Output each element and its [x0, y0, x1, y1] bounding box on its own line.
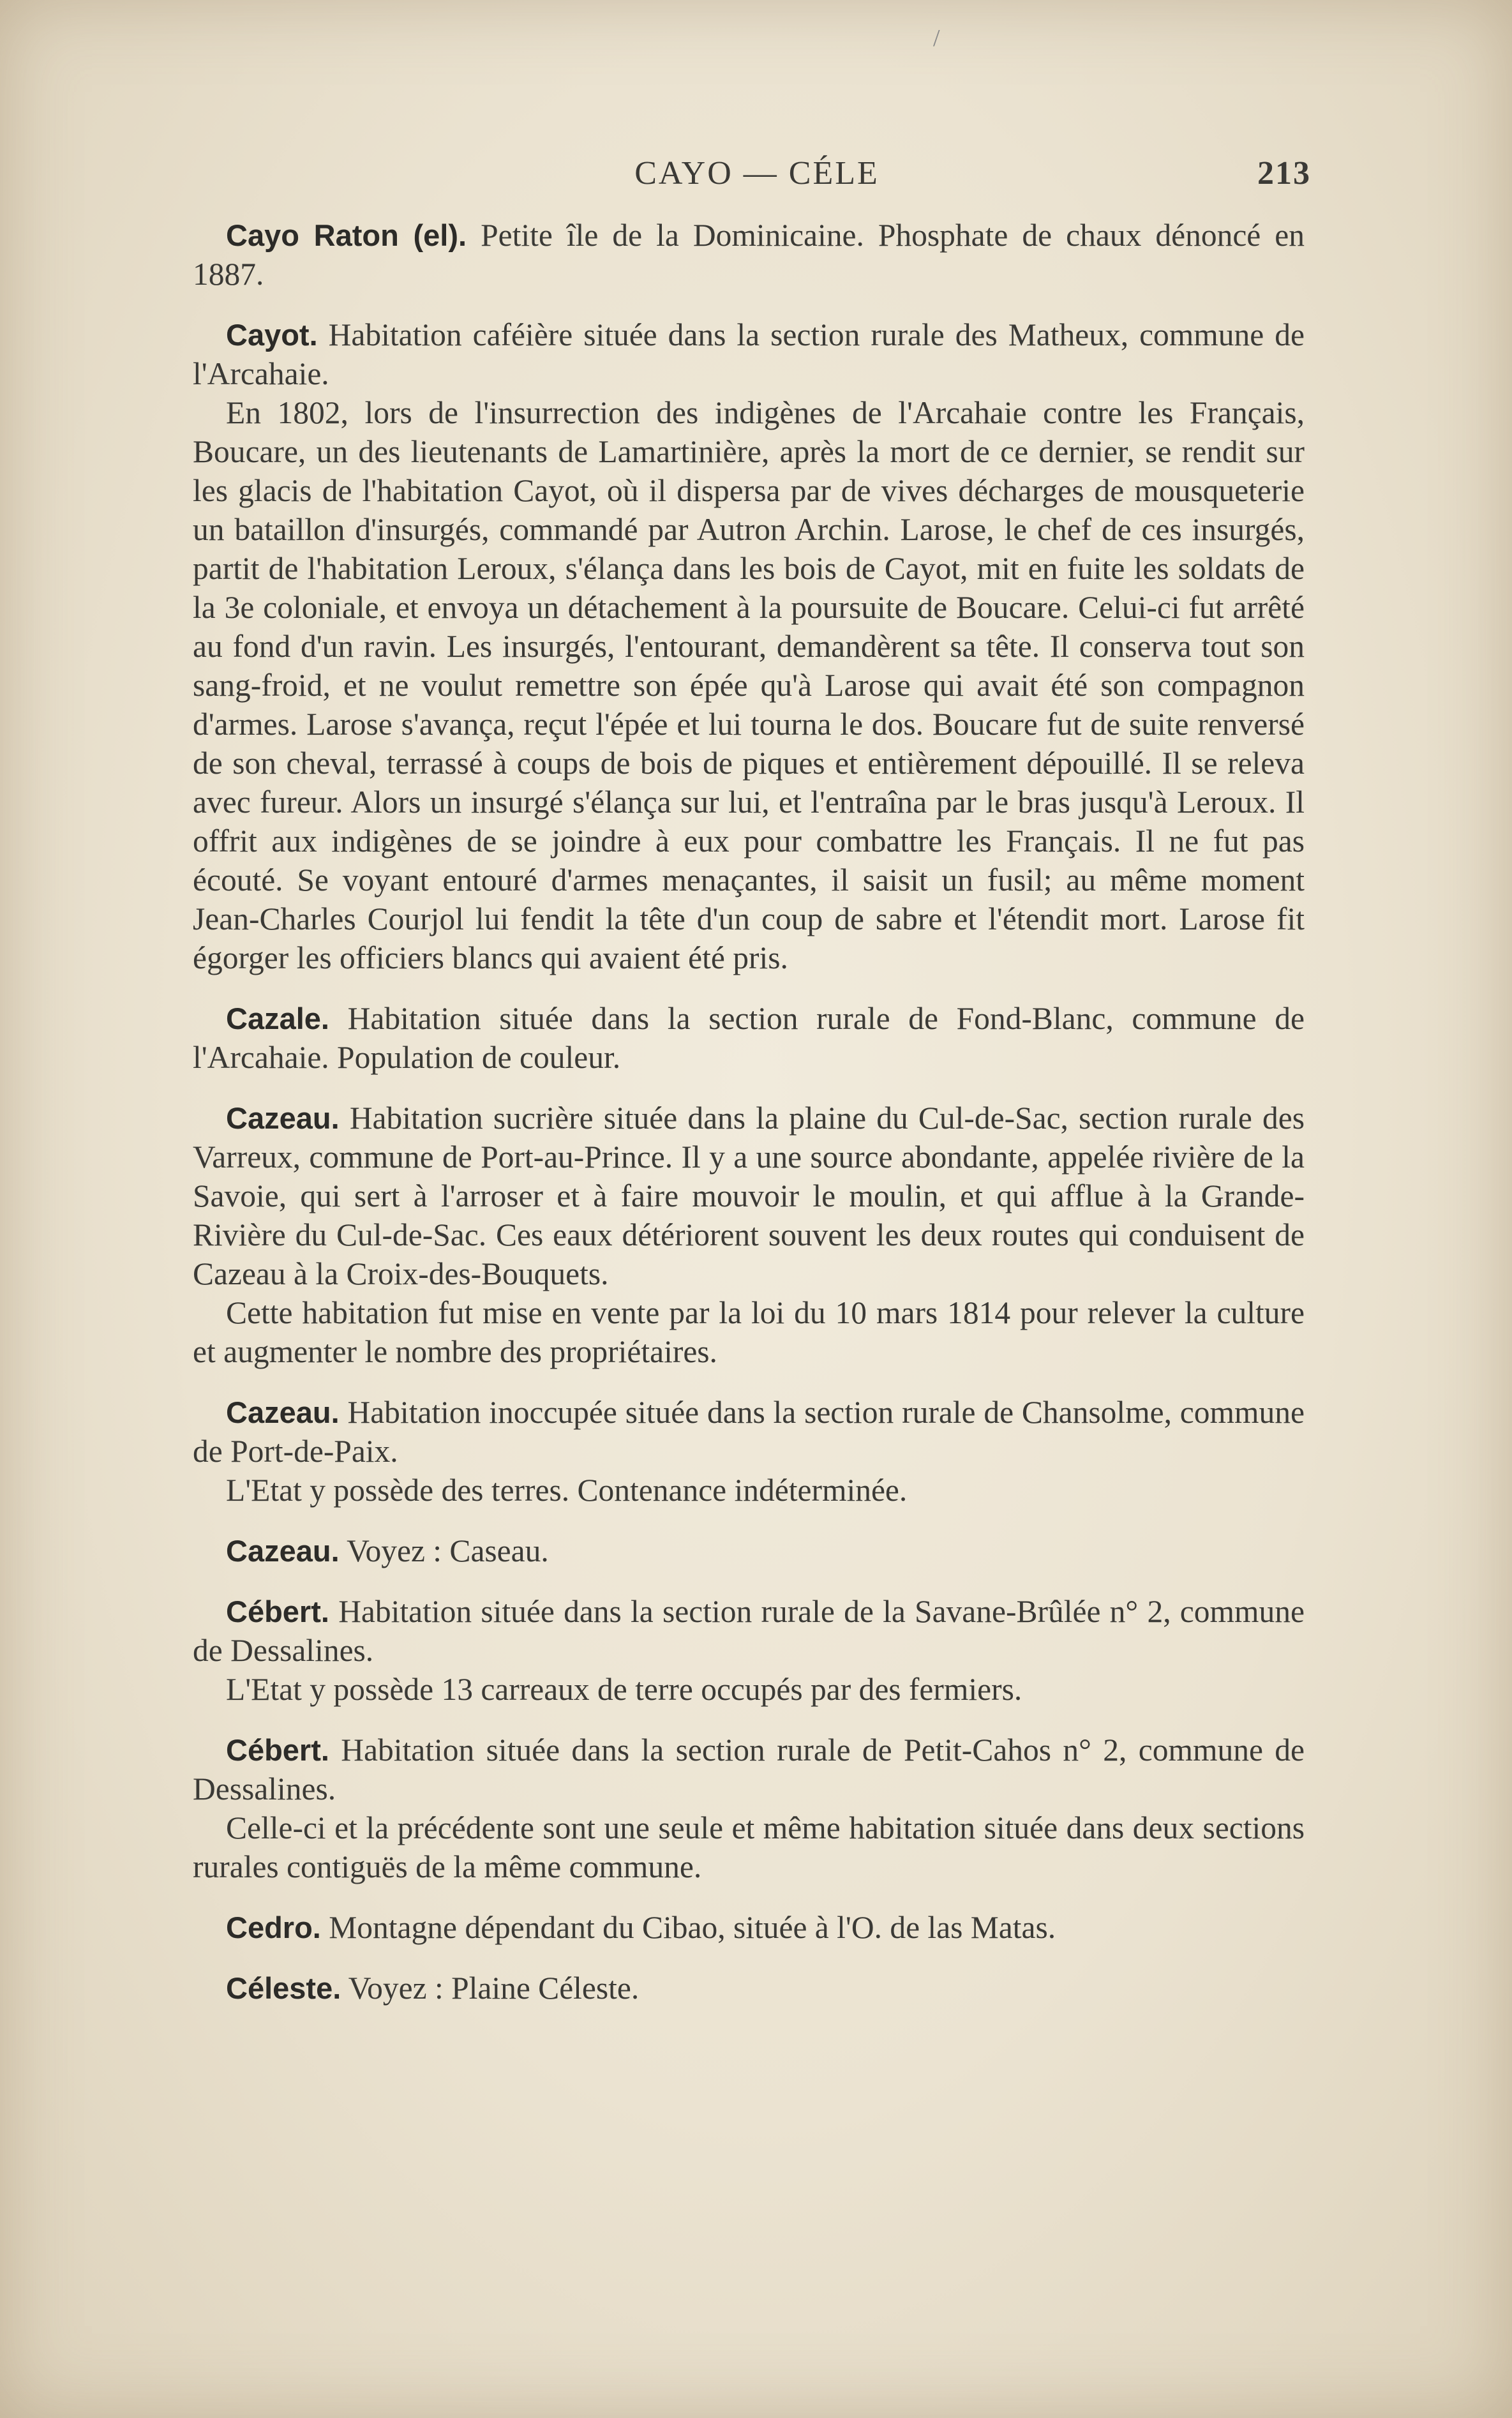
dictionary-entry	[193, 216, 1305, 294]
entry-paragraph	[193, 1471, 1305, 1510]
entry-text: Montagne dépendant du Cibao, située à l'O. de las Matas.	[329, 1910, 1056, 1945]
entry-first-paragraph	[193, 1908, 1305, 1947]
dictionary-entries	[193, 216, 1305, 2029]
entry-headword: Cayo Raton (el).	[226, 218, 467, 252]
dictionary-entry	[193, 999, 1305, 1077]
entry-first-paragraph	[193, 216, 1305, 294]
dictionary-entry	[193, 1099, 1305, 1371]
running-header	[203, 154, 1311, 199]
entry-headword: Cazeau.	[226, 1534, 340, 1568]
entry-text: Habitation située dans la section rurale de Petit-Cahos n° 2, commune de Dessalines.	[193, 1732, 1305, 1806]
entry-first-paragraph	[193, 1969, 1305, 2008]
dictionary-entry	[193, 1592, 1305, 1709]
entry-paragraph	[193, 1808, 1305, 1886]
entry-headword: Cazale.	[226, 1002, 329, 1035]
entry-text: Petite île de la Dominicaine. Phosphate de chaux dénoncé en 1887.	[193, 218, 1305, 292]
dictionary-entry	[193, 315, 1305, 977]
page-number: 213	[1257, 155, 1311, 191]
entry-text: Habitation caféière située dans la section rurale des Matheux, commune de l'Arcahaie.	[193, 317, 1305, 391]
entry-first-paragraph	[193, 1531, 1305, 1570]
entry-paragraph	[193, 1670, 1305, 1709]
entry-text: Habitation sucrière située dans la plaine du Cul-de-Sac, section rurale des Varreux, commune de Port-au-Prince. Il y a une source abondante, appelée rivière de la Savoie, qui sert à l'arroser et à faire mouvoir le moulin, et qui afflue à la Grande-Rivière du Cul-de-Sac. Ces eaux détériorent souvent les deux routes qui conduisent de Cazeau à la Croix-des-Bouquets.	[193, 1100, 1305, 1291]
header-title: CAYO — CÉLE	[634, 155, 880, 191]
entry-headword: Cébert.	[226, 1595, 329, 1628]
entry-headword: Céleste.	[226, 1971, 341, 2005]
entry-headword: Cazeau.	[226, 1101, 340, 1135]
entry-first-paragraph	[193, 1099, 1305, 1293]
entry-text: Habitation située dans la section rurale de la Savane-Brûlée n° 2, commune de Dessalines.	[193, 1594, 1305, 1668]
entry-text: Cette habitation fut mise en vente par la loi du 10 mars 1814 pour relever la culture et augmenter le nombre des propriétaires.	[193, 1295, 1305, 1369]
entry-text: L'Etat y possède 13 carreaux de terre occupés par des fermiers.	[226, 1672, 1022, 1707]
entry-first-paragraph	[193, 1731, 1305, 1808]
entry-text: Celle-ci et la précédente sont une seule et même habitation située dans deux sections rurales contiguës de la même commune.	[193, 1810, 1305, 1884]
stray-mark: /	[933, 25, 940, 52]
entry-headword: Cayot.	[226, 318, 318, 352]
entry-first-paragraph	[193, 1592, 1305, 1670]
entry-paragraph	[193, 1293, 1305, 1371]
entry-first-paragraph	[193, 999, 1305, 1077]
dictionary-entry	[193, 1731, 1305, 1886]
entry-headword: Cedro.	[226, 1911, 321, 1944]
entry-text: Habitation inoccupée située dans la section rurale de Chansolme, commune de Port-de-Paix.	[193, 1395, 1305, 1469]
entry-text: Habitation située dans la section rurale de Fond-Blanc, commune de l'Arcahaie. Population de couleur.	[193, 1001, 1305, 1075]
dictionary-entry	[193, 1531, 1305, 1570]
dictionary-entry	[193, 1969, 1305, 2008]
entry-text: L'Etat y possède des terres. Contenance indéterminée.	[226, 1473, 908, 1508]
entry-first-paragraph	[193, 1393, 1305, 1471]
dictionary-entry	[193, 1908, 1305, 1947]
entry-text: Voyez : Caseau.	[347, 1533, 549, 1568]
dictionary-entry	[193, 1393, 1305, 1510]
entry-text: En 1802, lors de l'insurrection des indigènes de l'Arcahaie contre les Français, Boucare, un des lieutenants de Lamartinière, après la mort de ce dernier, se rendit sur les glacis de l'habitation Cayot, où il dispersa par de vives décharges de mousqueterie un bataillon d'insurgés, commandé par Autron Archin. Larose, le chef de ces insurgés, partit de l'habitation Leroux, s'élança dans les bois de Cayot, mit en fuite les soldats de la 3e coloniale, et envoya un détachement à la poursuite de Boucare. Celui-ci fut arrêté au fond d'un ravin. Les insurgés, l'entourant, demandèrent sa tête. Il conserva tout son sang-froid, et ne voulut remettre son épée qu'à Larose qui avait été son compagnon d'armes. Larose s'avança, reçut l'épée et lui tourna le dos. Boucare fut de suite renversé de son cheval, terrassé à coups de bois de piques et entièrement dépouillé. Il se releva avec fureur. Alors un insurgé s'élança sur lui, et l'entraîna par le bras jusqu'à Leroux. Il offrit aux indigènes de se joindre à eux pour combattre les Français. Il ne fut pas écouté. Se voyant entouré d'armes menaçantes, il saisit un fusil; au même moment Jean-Charles Courjol lui fendit la tête d'un coup de sabre et l'étendit mort. Larose fit égorger les officiers blancs qui avaient été pris.	[193, 395, 1305, 975]
entry-first-paragraph	[193, 315, 1305, 393]
entry-paragraph	[193, 393, 1305, 977]
entry-headword: Cébert.	[226, 1733, 329, 1767]
entry-headword: Cazeau.	[226, 1395, 340, 1429]
entry-text: Voyez : Plaine Céleste.	[348, 1971, 640, 2006]
